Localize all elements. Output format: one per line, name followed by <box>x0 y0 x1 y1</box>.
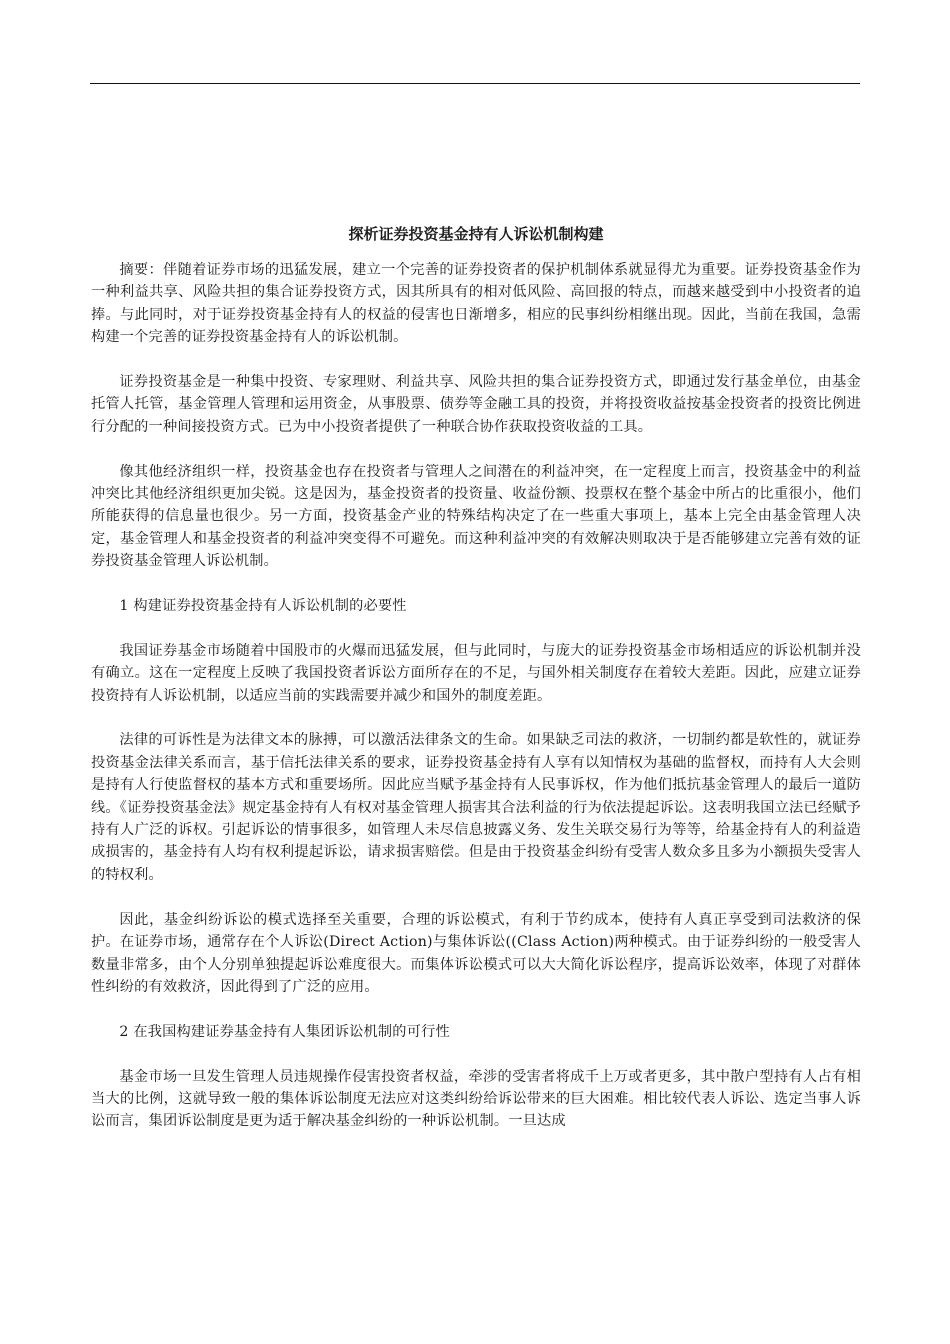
document-body <box>91 220 861 1155</box>
header-rule <box>90 83 860 84</box>
abstract-paragraph: 摘要：伴随着证券市场的迅猛发展，建立一个完善的证券投资者的保护机制体系就显得尤为重要。证券投资基金作为一种利益共享、风险共担的集合证券投资方式，因其所具有的相对低风险、高回报的特点，而越来越受到中小投资者的追捧。与此同时，对于证券投资基金持有人的权益的侵害也日渐增多，相应的民事纠纷相继出现。因此，当前在我国，急需构建一个完善的证券投资基金持有人的诉讼机制。 <box>91 262 861 346</box>
body-paragraph: 我国证券基金市场随着中国股市的火爆而迅猛发展，但与此同时，与庞大的证券投资基金市场相适应的诉讼机制并没有确立。这在一定程度上反映了我国投资者诉讼方面所存在的不足，与国外相关制度存在着较大差距。因此，应建立证券投资持有人诉讼机制，以适应当前的实践需要并减少和国外的制度差距。 <box>91 642 861 704</box>
body-paragraph: 证券投资基金是一种集中投资、专家理财、利益共享、风险共担的集合证券投资方式，即通过发行基金单位，由基金托管人托管，基金管理人管理和运用资金，从事股票、债券等金融工具的投资，并将投资收益按基金投资者的投资比例进行分配的一种间接投资方式。已为中小投资者提供了一种联合协作获取投资收益的工具。 <box>91 374 861 435</box>
section-heading-1: 1 构建证券投资基金持有人诉讼机制的必要性 <box>119 598 407 615</box>
body-paragraph: 基金市场一旦发生管理人员违规操作侵害投资者权益，牵涉的受害者将成千上万或者更多，其中散户型持有人占有相当大的比例，这就导致一般的集体诉讼制度无法应对这类纠纷给诉讼带来的巨大困难。相比较代表人诉讼、选定当事人诉讼而言，集团诉讼制度是更为适于解决基金纠纷的一种诉讼机制。一旦达成 <box>91 1068 861 1130</box>
body-paragraph: 像其他经济组织一样，投资基金也存在投资者与管理人之间潜在的利益冲突，在一定程度上而言，投资基金中的利益冲突比其他经济组织更加尖锐。这是因为，基金投资者的投资量、收益份额、投票权在整个基金中所占的比重很小，他们所能获得的信息量也很少。另一方面，投资基金产业的特殊结构决定了在一些重大事项上，基本上完全由基金管理人决定，基金管理人和基金投资者的利益冲突变得不可避免。而这种利益冲突的有效解决则取决于是否能够建立完善有效的证券投资基金管理人诉讼机制。 <box>91 463 861 570</box>
document-title: 探析证券投资基金持有人诉讼机制构建 <box>348 225 604 243</box>
section-heading-2: 2 在我国构建证券基金持有人集团诉讼机制的可行性 <box>119 1023 450 1040</box>
body-paragraph: 法律的可诉性是为法律文本的脉搏，可以激活法律条文的生命。如果缺乏司法的救济，一切制约都是软性的，就证券投资基金法律关系而言，基于信托法律关系的要求，证券投资基金持有人享有以知情权为基础的监督权，而持有人大会则是持有人行使监督权的基本方式和重要场所。因此应当赋予基金持有人民事诉权，作为他们抵抗基金管理人的最后一道防线。《证券投资基金法》规定基金持有人有权对基金管理人损害其合法利益的行为依法提起诉讼。这表明我国立法已经赋予持有人广泛的诉权。引起诉讼的情事很多，如管理人未尽信息披露义务、发生关联交易行为等等，给基金持有人的利益造成损害的，基金持有人均有权利提起诉讼，请求损害赔偿。但是由于投资基金纠纷有受害人数众多且多为小额损失受害人的特权利。 <box>91 732 861 883</box>
body-paragraph: 因此，基金纠纷诉讼的模式选择至关重要，合理的诉讼模式，有利于节约成本，使持有人真正享受到司法救济的保护。在证券市场，通常存在个人诉讼(Direct Action)与集体诉讼((Class Action)两种模式。由于证券纠纷的一般受害人数量非常多，由个人分别单独提起诉讼难度很大。而集体诉讼模式可以大大简化诉讼程序，提高诉讼效率，体现了对群体性纠纷的有效救济，因此得到了广泛的应用。 <box>91 911 861 995</box>
